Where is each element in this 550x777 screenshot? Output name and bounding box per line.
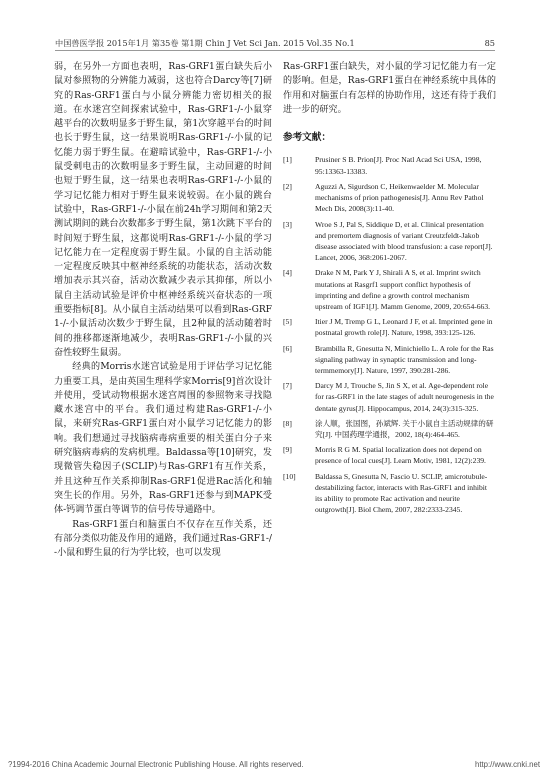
reference-item	[283, 316, 496, 338]
reference-item	[283, 343, 496, 377]
body-paragraph: Ras-GRF1蛋白缺失，对小鼠的学习记忆能力有一定的影响。但是，Ras-GRF1蛋白在神经系统中具体的作用和对脑蛋白有怎样的协助作用，这还有待于我们进一步的研究。	[283, 62, 496, 115]
reference-text: Prusiner S B. Prion[J]. Proc Natl Acad Sci USA, 1998, 95:13363-13383.	[315, 155, 482, 176]
reference-item	[283, 471, 496, 516]
footer-url: http://www.cnki.net	[474, 760, 540, 769]
reference-item	[283, 267, 496, 312]
reference-number: [1]	[283, 155, 292, 165]
reference-text: Darcy M J, Trouche S, Jin S X, et al. Age-dependent role for ras-GRF1 in the late stages of adult neurogenesis in the dentate gyrus[J]. Hippocampus, 2014, 24(3):315-325.	[315, 381, 494, 413]
reference-list	[283, 154, 496, 515]
reference-text: Aguzzi A, Sigurdson C, Heikenwaelder M. Molecular mechanisms of prion pathogenesis[J]. Annu Rev Pathol Mech Dis, 2008(3):11-40.	[315, 181, 484, 214]
reference-number: [3]	[283, 219, 292, 229]
reference-text: Itier J M, Tremp G L, Leonard J F, et al. Imprinted gene in postnatal growth role[J]. Nature, 1998, 393:125-126.	[315, 317, 493, 338]
reference-item	[283, 181, 496, 215]
reference-text: Brambilla R, Gnesutta N, Minichiello L. A role for the Ras signaling pathway in synaptic transmission and long-termmemory[J]. Nature, 1997, 390:281-286.	[315, 343, 494, 375]
reference-item	[283, 418, 496, 440]
reference-number: [8]	[283, 418, 292, 428]
reference-item	[283, 154, 496, 176]
reference-item	[283, 219, 496, 264]
reference-number: [4]	[283, 268, 292, 278]
reference-number: [10]	[283, 471, 296, 481]
body-paragraph: 弱，在另外一方面也表明，Ras-GRF1蛋白缺失后小鼠对参照物的分辨能力减弱，这也符合Darcy等[7]研究的Ras-GRF1蛋白与小鼠分辨能力密切相关的报道。在水迷宫空间探索试验中，Ras-GRF1-/-小鼠穿越平台的次数明显多于野生鼠，第1次穿越平台的时间也长于野生鼠，这一结果说明Ras-GRF1-/-小鼠的记忆能力弱于野生鼠。在避暗试验中，Ras-GRF1-/-小鼠受刺电击的次数明显多于野生鼠，主动回避的时间也短于野生鼠，这一结果也表明Ras-GRF1-/-小鼠的学习记忆能力相对于野生鼠来说较弱。在小鼠的跳台试验中，Ras-GRF1-/-小鼠在前24h学习期间和第2天测试期间的跳台次数都多于野生鼠，第1次跳下平台的时间短于野生鼠，这都说明Ras-GRF1-/-小鼠的学习记忆能力在一定程度弱于野生鼠。小鼠的自主活动能一定程度反映其中枢神经系统的功能状态，活动次数增加表示其兴奋，活动次数减少表示其抑郁，所以小鼠自主活动试验是评价中枢神经系统兴奋状态的一项重要指标[8]。从小鼠自主活动结果可以看到Ras-GRF1-/-小鼠活动次数少于野生鼠，且2种鼠的活动随着时间的推移都逐渐地减少，表明Ras-GRF1-/-小鼠的兴奋性较野生鼠弱。	[54, 62, 272, 358]
reference-text: Wroe S J, Pal S, Siddique D, et al. Clinical presentation and premortem diagnosis of variant Creutzfeldt-Jakob disease associated with blood transfusion: a case report[J]. Lancet, 2006, 368:2061-2067.	[315, 219, 493, 263]
reference-text: Morris R G M. Spatial localization does not depend on presence of local cues[J]. Learn Motiv, 1981, 12(2):239.	[315, 445, 486, 466]
body-paragraph: 经典的Morris水迷宫试验是用于评估学习记忆能力重要工具，是由英国生理科学家Morris[9]首次设计并使用，受试动物根据水迷宫周围的参照物来寻找隐藏水迷宫中的平台。我们通过构建Ras-GRF1-/-小鼠，来研究Ras-GRF1蛋白对小鼠学习记忆能力的影响。我们想通过寻找脑病毒病重要的相关蛋白分子来研究脑病毒病的发病机理。Baldassa等[10]研究，发现微管失稳因子(SCLIP)与Ras-GRF1有互作关系，并且这种互作关系抑制Ras-GRF1促进Rac活化和轴突生长的作用。另外，Ras-GRF1还参与到MAPK受体-钙调节蛋白等调节的信号传导通路中。	[54, 362, 272, 516]
running-header	[55, 38, 495, 51]
reference-number: [2]	[283, 181, 292, 191]
copyright-notice: ?1994-2016 China Academic Journal Electronic Publishing House. All rights reserved.	[8, 760, 304, 769]
reference-number: [5]	[283, 317, 292, 327]
reference-item	[283, 444, 496, 466]
page-number: 85	[484, 38, 495, 48]
reference-number: [7]	[283, 381, 292, 391]
reference-text: Drake N M, Park Y J, Shirali A S, et al. Imprint switch mutations at Rasgrf1 support conflict hypothesis of imprinting and define a growth control mechanism upstream of IGF1[J]. Mamm Genome, 2009, 20:654-663.	[315, 268, 491, 311]
reference-number: [9]	[283, 445, 292, 455]
reference-text: 涂人顺，张国图，孙斌辉. 关于小鼠自主活动规律的研究[J]. 中国药理学通报，2002, 18(4):464-465.	[315, 418, 494, 439]
references-heading: 参考文献：	[283, 132, 331, 144]
left-column	[54, 60, 272, 560]
right-column	[283, 60, 496, 519]
body-paragraph: Ras-GRF1蛋白和脑蛋白不仅存在互作关系，还有部分类似功能及作用的通路，我们通过Ras-GRF1-/-小鼠和野生鼠的行为学比较，也可以发现	[54, 519, 272, 559]
journal-citation: 中国兽医学报 2015年1月 第35卷 第1期 Chin J Vet Sci Jan. 2015 Vol.35 No.1	[55, 38, 355, 48]
reference-item	[283, 380, 496, 414]
reference-text: Baldassa S, Gnesutta N, Fascio U. SCLIP, amicrotubule-destabilizing factor, interacts with Ras-GRF1 and inhibit its ability to promote Rac activation and neurite outgrowth[J]. Biol Chem, 2007, 282:2333-2345.	[315, 471, 488, 515]
reference-number: [6]	[283, 343, 292, 353]
